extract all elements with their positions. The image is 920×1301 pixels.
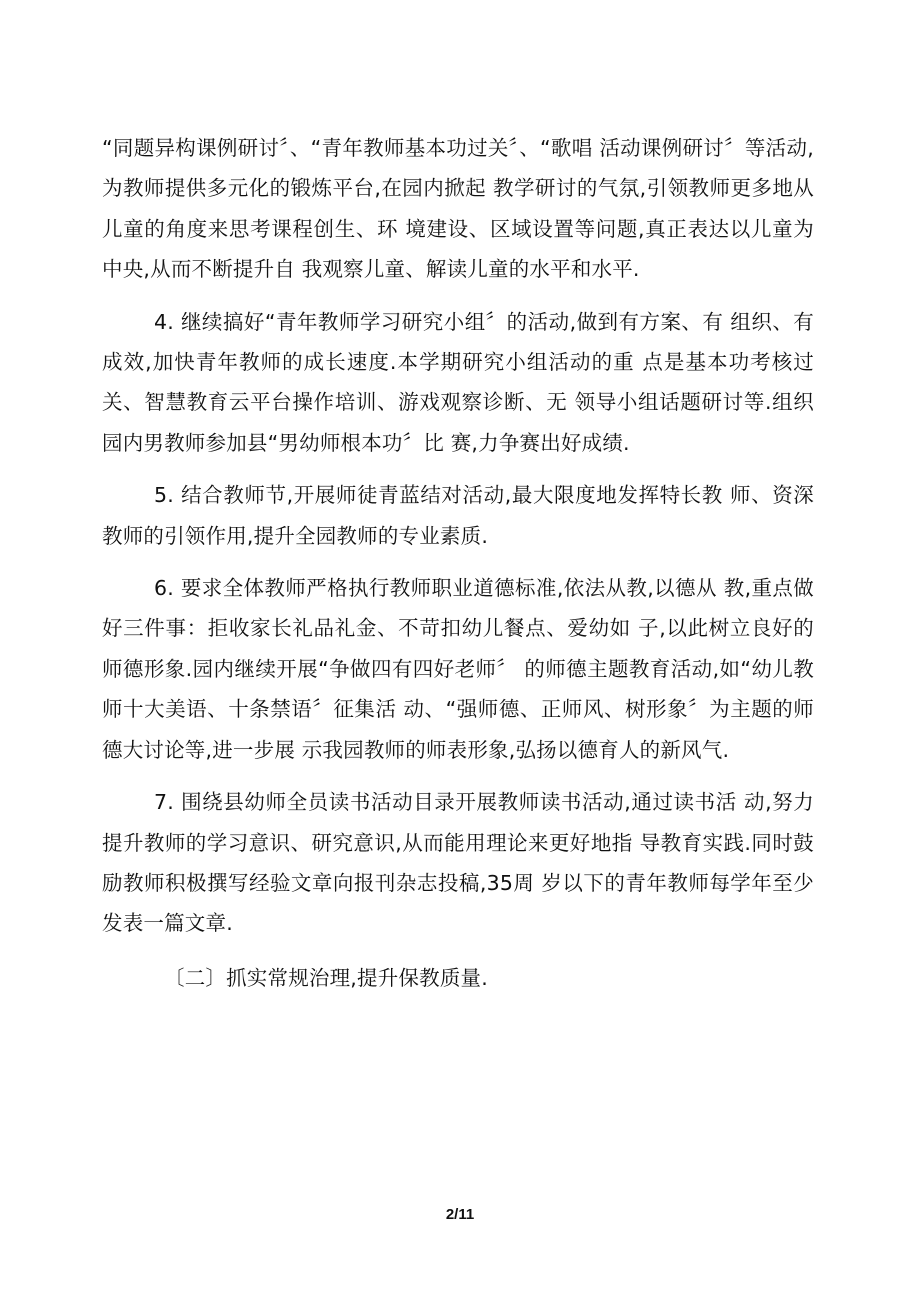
paragraph-item-7: 7. 围绕县幼师全员读书活动目录开展教师读书活动,通过读书活 动,努力提升教师的学习意识、研究意识,从而能用理论来更好地指 导教育实践.同时鼓励教师积极撰写经验文章向报刊杂志投稿,35周 岁以下的青年教师每学年至少发表一篇文章. xyxy=(102,790,814,936)
section-heading: 〔二〕抓实常规治理,提升保教质量. xyxy=(164,965,488,990)
paragraph-item-6: 6. 要求全体教师严格执行教师职业道德标准,依法从教,以德从 教,重点做好三件事：拒收家长礼品礼金、不苛扣幼儿餐点、爱幼如 子,以此树立良好的师德形象.园内继续开展“争做四有四好老师〞 的师德主题教育活动,如“幼儿教师十大美语、十条禁语〞征集活 动、“强师德、正师风、树形象〞为主题的师德大讨论等,进一步展 示我园教师的师表形象,弘扬以德育人的新风气. xyxy=(102,576,814,762)
page-number: 2/11 xyxy=(445,1206,475,1223)
paragraph-continuation: “同题异构课例研讨〞、“青年教师基本功过关〞、“歌唱 活动课例研讨〞等活动,为教师提供多元化的锻炼平台,在园内掀起 教学研讨的气氛,引领教师更多地从儿童的角度来思考课程创生、环 境建设、区域设置等问题,真正表达以儿童为中央,从而不断提升自 我观察儿童、解读儿童的水平和水平. xyxy=(102,136,814,282)
paragraph-item-5: 5. 结合教师节,开展师徒青蓝结对活动,最大限度地发挥特长教 师、资深教师的引领作用,提升全园教师的专业素质. xyxy=(102,483,814,548)
body-text xyxy=(102,128,814,998)
paragraph-item-4: 4. 继续搞好“青年教师学习研究小组〞的活动,做到有方案、有 组织、有成效,加快青年教师的成长速度.本学期研究小组活动的重 点是基本功考核过关、智慧教育云平台操作培训、游戏观察诊断、无 领导小组话题研讨等.组织园内男教师参加县“男幼师根本功〞比 赛,力争赛出好成绩. xyxy=(102,309,814,455)
